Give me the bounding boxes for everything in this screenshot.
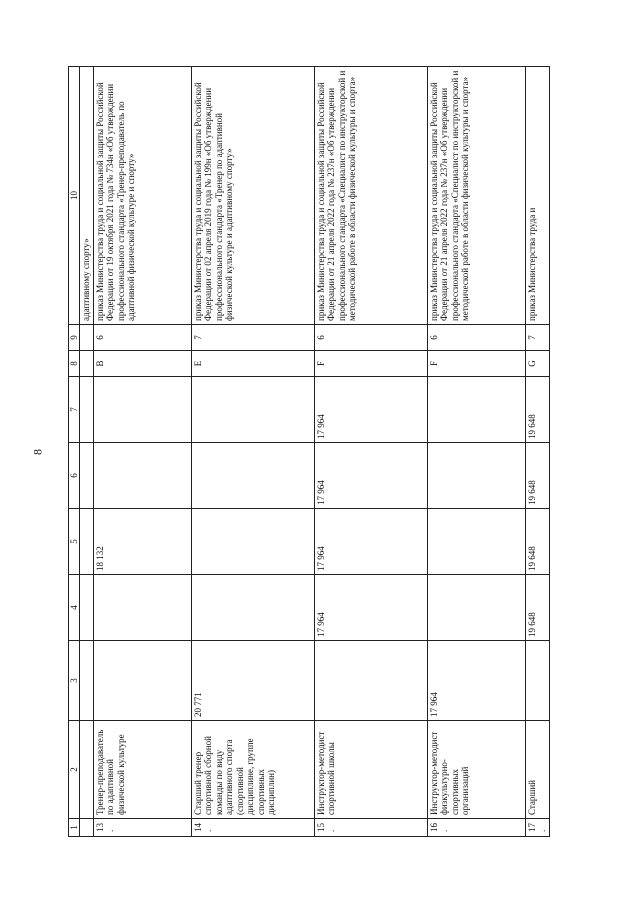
salary-cell: 19 648: [525, 509, 549, 575]
page-number: 8: [30, 449, 45, 455]
level-cell: 7: [191, 325, 314, 351]
code-cell: B: [93, 351, 191, 377]
code-cell: G: [525, 351, 549, 377]
col-header-6: 6: [69, 443, 80, 509]
header-row: [69, 67, 80, 837]
rotated-table-container: [68, 67, 568, 837]
salary-cell: [427, 509, 525, 575]
salary-cell: [93, 443, 191, 509]
salary-cell: 17 964: [314, 509, 427, 575]
document-reference: приказ Министерства труда и: [525, 67, 549, 325]
salary-cell: 17 964: [427, 641, 525, 721]
table-cell: [80, 325, 93, 351]
row-number: 17.: [525, 819, 549, 837]
table-row: [93, 67, 191, 837]
row-number: 15.: [314, 819, 427, 837]
document-reference: приказ Министерства труда и социальной защиты Российской Федерации от 19 октября 2021 года № 734н «Об утверждении профессионального стандарта «Тренер-преподаватель по адаптивной физической культуре и спорту»: [93, 67, 191, 325]
col-header-8: 8: [69, 351, 80, 377]
col-header-4: 4: [69, 575, 80, 641]
level-cell: 6: [314, 325, 427, 351]
row-number: 13.: [93, 819, 191, 837]
salary-cell: [93, 575, 191, 641]
continuation-row: [80, 67, 93, 837]
salary-cell: [191, 443, 314, 509]
document-reference: приказ Министерства труда и социальной защиты Российской Федерации от 21 апреля 2022 года № 237н «Об утверждении профессионального стандарта «Специалист по инструкторской и методической работе в области физической культуры и спорта»: [427, 67, 525, 325]
col-header-1: 1: [69, 819, 80, 837]
row-number: 14.: [191, 819, 314, 837]
table-row: [525, 67, 549, 837]
salary-cell: 17 964: [314, 443, 427, 509]
position-name: Тренер-преподаватель по адаптивной физической культуре: [93, 721, 191, 819]
table-cell: [80, 819, 93, 837]
salary-cell: 20 771: [191, 641, 314, 721]
code-cell: F: [427, 351, 525, 377]
level-cell: 6: [427, 325, 525, 351]
position-name: Инструктор-методист физкультурно-спортивных организаций: [427, 721, 525, 819]
salary-cell: 18 132: [93, 509, 191, 575]
position-name: Старший тренер спортивной сборной команды по виду адаптивного спорта (спортивной дисциплине, группе спортивных дисциплин): [191, 721, 314, 819]
table-cell: [80, 641, 93, 721]
level-cell: 7: [525, 325, 549, 351]
salary-cell: 19 648: [525, 377, 549, 443]
col-header-2: 2: [69, 721, 80, 819]
col-header-3: 3: [69, 641, 80, 721]
salary-cell: [191, 509, 314, 575]
col-header-7: 7: [69, 377, 80, 443]
salary-cell: [427, 443, 525, 509]
table-cell: [80, 721, 93, 819]
col-header-5: 5: [69, 509, 80, 575]
col-header-9: 9: [69, 325, 80, 351]
col-header-10: 10: [69, 67, 80, 325]
table-row: [427, 67, 525, 837]
table-cell: [80, 351, 93, 377]
document-reference: приказ Министерства труда и социальной защиты Российской Федерации от 21 апреля 2022 года № 237н «Об утверждении профессионального стандарта «Специалист по инструкторской и методической работе в области физической культуры и спорта»: [314, 67, 427, 325]
continuation-text: адаптивному спорту»: [80, 67, 93, 325]
salary-cell: [427, 377, 525, 443]
salary-cell: 17 964: [314, 377, 427, 443]
table-cell: [80, 443, 93, 509]
salary-cell: [314, 641, 427, 721]
salary-cell: [191, 575, 314, 641]
salary-cell: 19 648: [525, 443, 549, 509]
salary-cell: [93, 377, 191, 443]
code-cell: E: [191, 351, 314, 377]
salary-cell: 17 964: [314, 575, 427, 641]
salary-cell: [93, 641, 191, 721]
salary-table: [68, 66, 550, 837]
row-number: 16.: [427, 819, 525, 837]
table-cell: [80, 509, 93, 575]
document-reference: приказ Министерства труда и социальной защиты Российской Федерации от 02 апреля 2019 года № 199н «Об утверждении профессионального стандарта «Тренер по адаптивной физической культуре и адаптивному спорту»: [191, 67, 314, 325]
salary-cell: [191, 377, 314, 443]
code-cell: F: [314, 351, 427, 377]
position-name: Старший: [525, 721, 549, 819]
position-name: Инструктор-методист спортивной школы: [314, 721, 427, 819]
table-cell: [80, 575, 93, 641]
level-cell: 6: [93, 325, 191, 351]
table-row: [191, 67, 314, 837]
salary-cell: [525, 641, 549, 721]
salary-cell: [427, 575, 525, 641]
salary-cell: 19 648: [525, 575, 549, 641]
table-cell: [80, 377, 93, 443]
table-row: [314, 67, 427, 837]
